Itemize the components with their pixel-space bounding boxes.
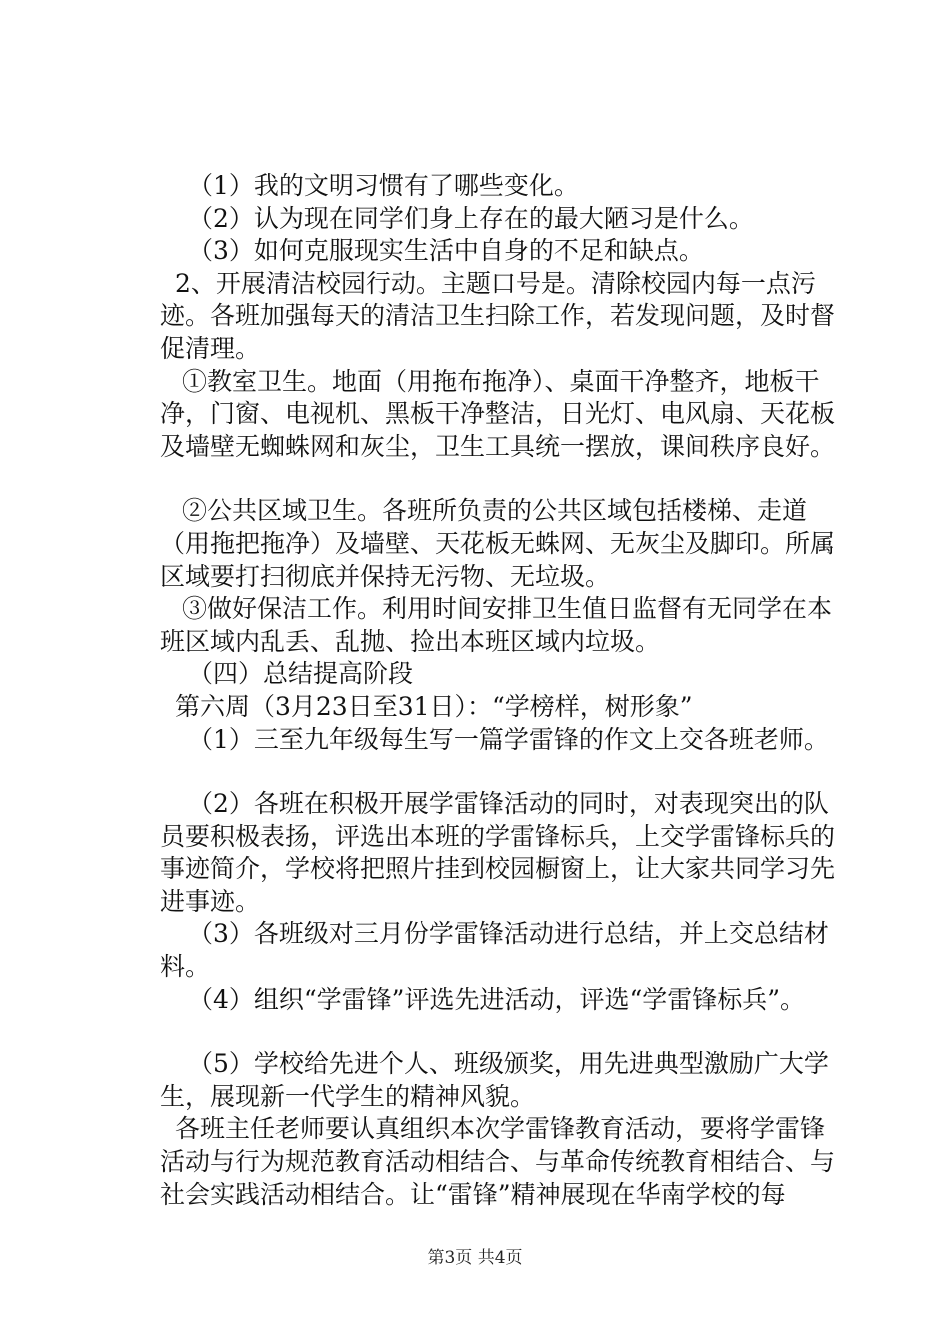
paragraph-12: （5）学校给先进个人、班级颁奖，用先进典型激励广大学生，展现新一代学生的精神风貌。 bbox=[160, 1049, 829, 1111]
paragraph-13: 各班主任老师要认真组织本次学雷锋教育活动，要将学雷锋活动与行为规范教育活动相结合、与革命传统教育相结合、与社会实践活动相结合。让“雷锋”精神展现在华南学校的每 bbox=[160, 1114, 836, 1209]
paragraph-8: （1）三至九年级每生写一篇学雷锋的作文上交各班老师。 bbox=[188, 724, 829, 754]
paragraph-3: （3）如何克服现实生活中自身的不足和缺点。 bbox=[188, 236, 704, 266]
paragraph-11: （4）组织“学雷锋”评选先进活动，评选“学雷锋标兵”。 bbox=[188, 984, 806, 1014]
paragraph-6: ②公共区域卫生。各班所负责的公共区域包括楼梯、走道（用拖把拖净）及墙壁、天花板无蛛网、无灰尘及脚印。所属区域要打扫彻底并保持无污物、无垃圾。 bbox=[160, 496, 836, 591]
paragraph-5: ①教室卫生。地面（用拖布拖净）、桌面干净整齐，地板干净，门窗、电视机、黑板干净整洁，日光灯、电风扇、天花板及墙壁无蜘蛛网和灰尘，卫生工具统一摆放，课间秩序良好。 bbox=[160, 366, 836, 461]
document-body bbox=[160, 170, 840, 1211]
paragraph-10: （3）各班级对三月份学雷锋活动进行总结，并上交总结材料。 bbox=[160, 919, 829, 982]
page-footer: 第3页 共4页 bbox=[427, 1248, 523, 1268]
paragraph-7: ③做好保洁工作。利用时间安排卫生值日监督有无同学在本班区域内乱丢、乱抛、捡出本班区域内垃圾。 bbox=[160, 594, 833, 656]
week-heading: 第六周（3月23日至31日）：“学榜样，树形象” bbox=[175, 691, 693, 721]
paragraph-2: （2）认为现在同学们身上存在的最大陋习是什么。 bbox=[188, 203, 754, 233]
paragraph-spacer bbox=[160, 1016, 840, 1048]
section-heading: （四）总结提高阶段 bbox=[188, 659, 414, 689]
paragraph-spacer bbox=[160, 756, 840, 788]
paragraph-spacer bbox=[160, 463, 840, 495]
paragraph-4: 2、开展清洁校园行动。主题口号是。清除校园内每一点污迹。各班加强每天的清洁卫生扫除工作，若发现问题，及时督促清理。 bbox=[160, 268, 836, 363]
paragraph-1: （1）我的文明习惯有了哪些变化。 bbox=[188, 171, 579, 200]
paragraph-9: （2）各班在积极开展学雷锋活动的同时，对表现突出的队员要积极表扬，评选出本班的学雷锋标兵，上交学雷锋标兵的事迹简介，学校将把照片挂到校园橱窗上，让大家共同学习先进事迹。 bbox=[160, 789, 836, 916]
